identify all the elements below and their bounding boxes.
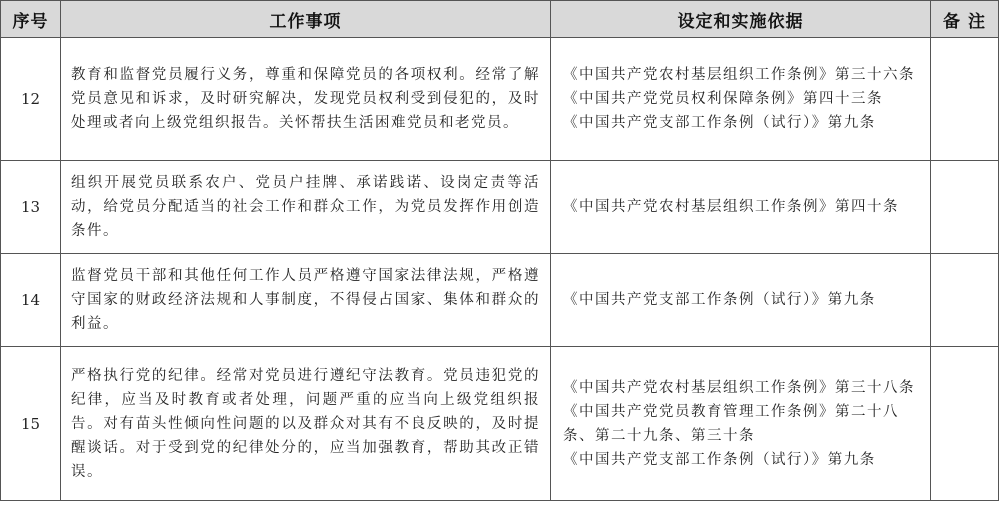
basis-line: 《中国共产党支部工作条例（试行）》第九条	[563, 292, 876, 308]
basis-line: 《中国共产党农村基层组织工作条例》第四十条	[563, 199, 899, 215]
row-basis	[551, 38, 931, 161]
row-basis	[551, 347, 931, 501]
header-basis: 设定和实施依据	[551, 1, 931, 38]
row-number: 14	[1, 254, 61, 347]
basis-line: 《中国共产党党员教育管理工作条例》第二十八条、第二十九条、第三十条	[563, 403, 899, 444]
basis-line: 《中国共产党党员权利保障条例》第四十三条	[563, 91, 883, 107]
basis-line: 《中国共产党农村基层组织工作条例》第三十六条	[563, 67, 915, 83]
header-work-item: 工作事项	[61, 1, 551, 38]
row-number: 13	[1, 161, 61, 254]
basis-line: 《中国共产党支部工作条例（试行）》第九条	[563, 451, 876, 468]
row-number: 12	[1, 38, 61, 161]
row-remarks	[931, 161, 999, 254]
row-number: 15	[1, 347, 61, 501]
basis-line: 《中国共产党支部工作条例（试行）》第九条	[563, 115, 876, 131]
table-row	[1, 161, 999, 254]
row-basis	[551, 161, 931, 254]
row-remarks	[931, 254, 999, 347]
header-remarks: 备 注	[931, 1, 999, 38]
row-work-item: 监督党员干部和其他任何工作人员严格遵守国家法律法规，严格遵守国家的财政经济法规和人事制度，不得侵占国家、集体和群众的利益。	[61, 254, 551, 347]
row-remarks	[931, 347, 999, 501]
row-remarks	[931, 38, 999, 161]
header-serial-number: 序号	[1, 1, 61, 38]
row-work-item: 严格执行党的纪律。经常对党员进行遵纪守法教育。党员违犯党的纪律，应当及时教育或者处理，问题严重的应当向上级党组织报告。对有苗头性倾向性问题的以及群众对其有不良反映的，及时提醒谈话。对于受到党的纪律处分的，应当加强教育，帮助其改正错误。	[61, 347, 551, 501]
table-row	[1, 38, 999, 161]
row-basis	[551, 254, 931, 347]
row-work-item: 教育和监督党员履行义务，尊重和保障党员的各项权利。经常了解党员意见和诉求，及时研究解决，发现党员权利受到侵犯的，及时处理或者向上级党组织报告。关怀帮扶生活困难党员和老党员。	[61, 38, 551, 161]
basis-line: 《中国共产党农村基层组织工作条例》第三十八条	[563, 379, 915, 396]
row-work-item: 组织开展党员联系农户、党员户挂牌、承诺践诺、设岗定责等活动，给党员分配适当的社会工作和群众工作，为党员发挥作用创造条件。	[61, 161, 551, 254]
table-row	[1, 254, 999, 347]
table-row	[1, 347, 999, 501]
table-header-row	[1, 1, 999, 38]
